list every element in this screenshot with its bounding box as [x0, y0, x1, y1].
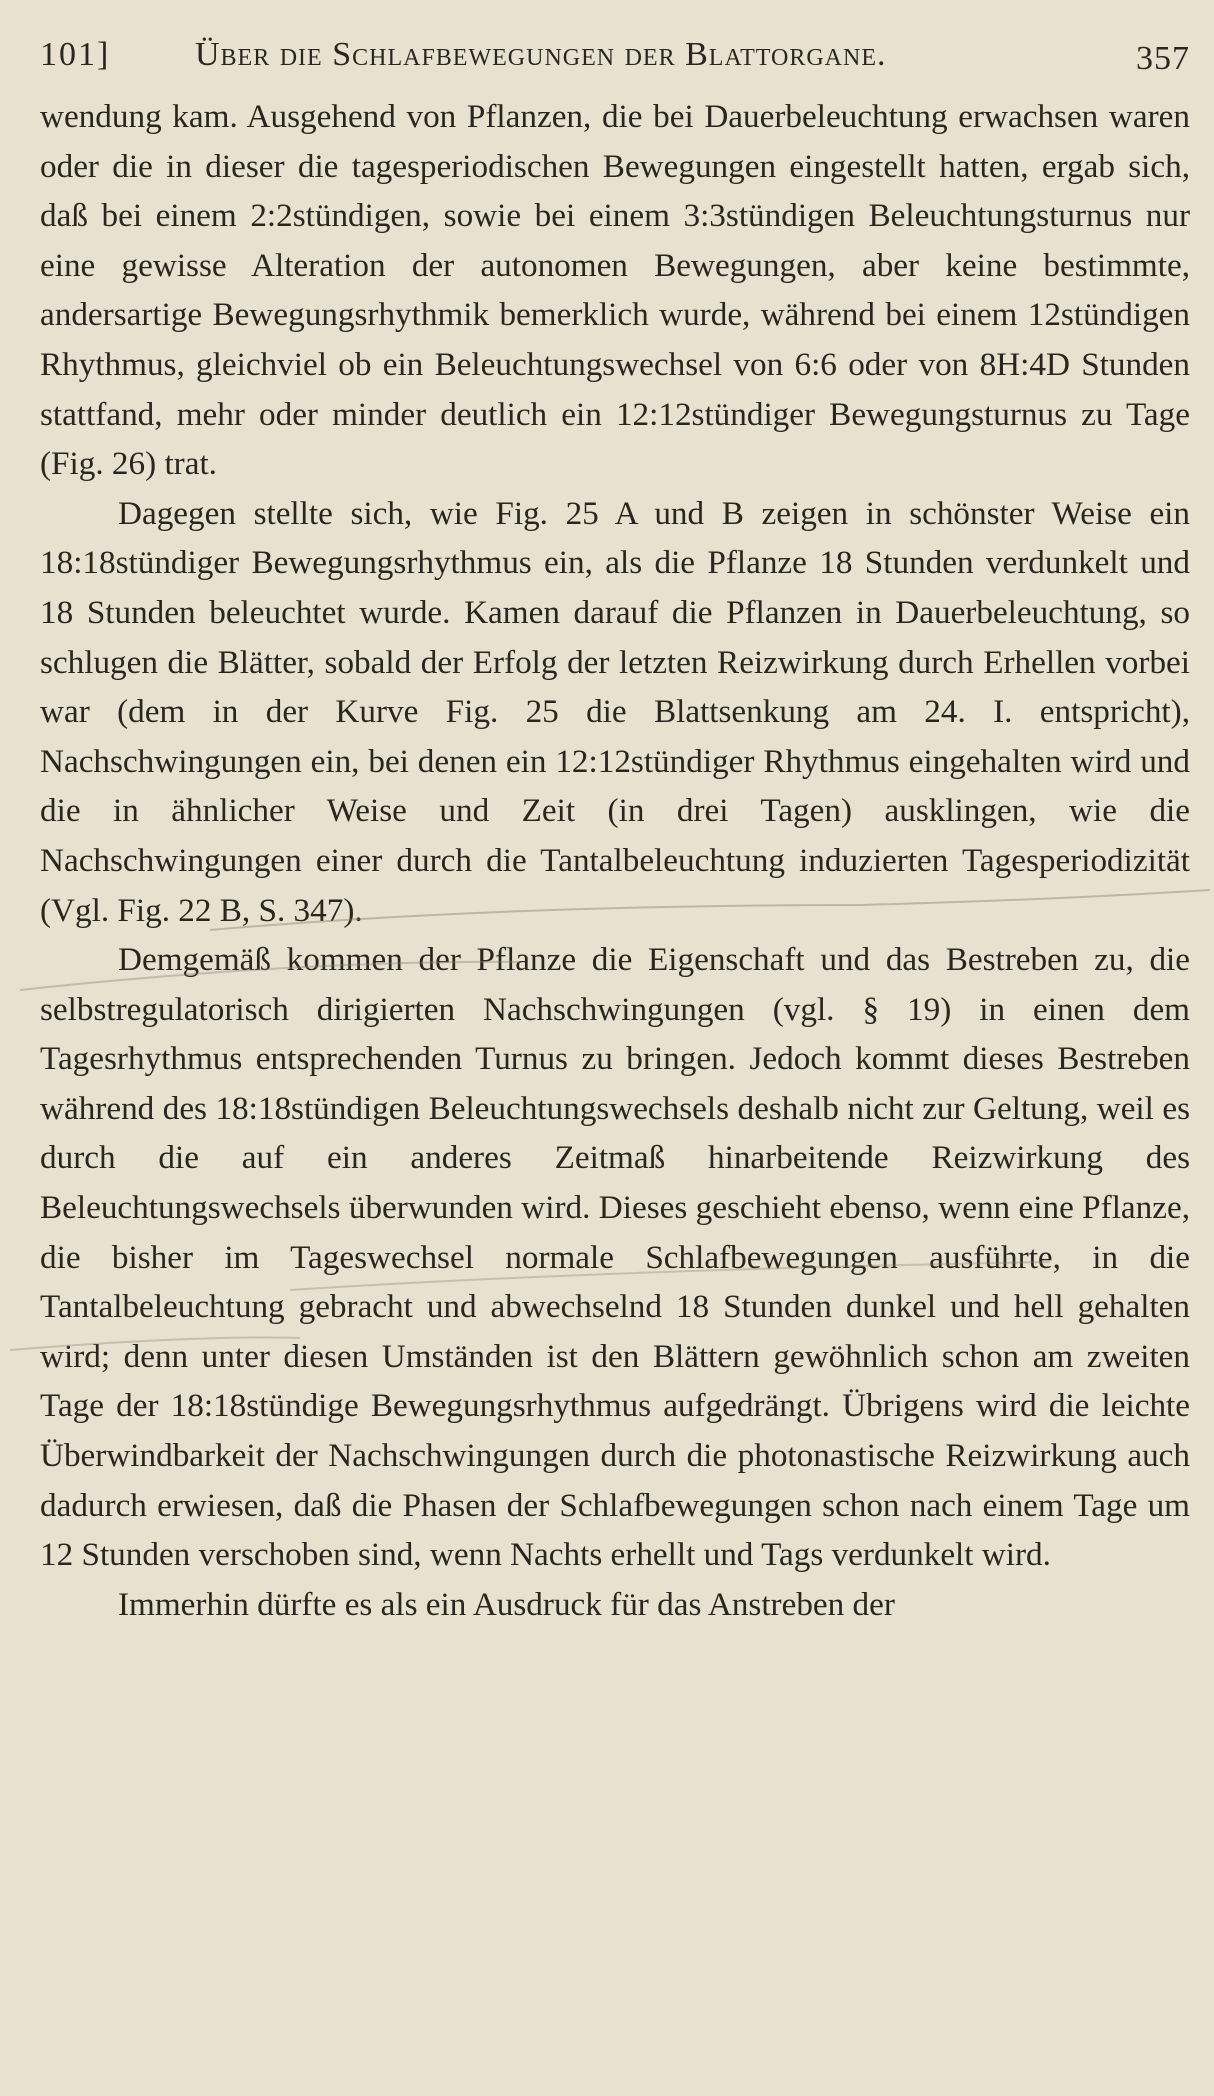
- paragraph: Demgemäß kommen der Pflanze die Eigenschaft und das Bestreben zu, die selbstregulatorisch dirigierten Nachschwingungen (vgl. § 19) in einen dem Tagesrhythmus entsprechenden Turnus zu bringen. Jedoch kommt dieses Bestreben während des 18:18stündigen Beleuchtungswechsels deshalb nicht zur Geltung, weil es durch die auf ein anderes Zeitmaß hinarbeitende Reizwirkung des Beleuchtungswechsels überwunden wird. Dieses geschieht ebenso, wenn eine Pflanze, die bisher im Tageswechsel normale Schlafbewegungen ausführte, in die Tantalbeleuchtung gebracht und abwechselnd 18 Stunden dunkel und hell gehalten wird; denn unter diesen Umständen ist den Blättern gewöhnlich schon am zweiten Tage der 18:18stündige Bewegungsrhythmus aufgedrängt. Übrigens wird die leichte Überwindbarkeit der Nachschwingungen durch die photonastische Reizwirkung auch dadurch erwiesen, daß die Phasen der Schlafbewegungen schon nach einem Tage um 12 Stunden verschoben sind, wenn Nachts erhellt und Tags verdunkelt wird.: [40, 941, 1190, 1574]
- page-number: 357: [1136, 40, 1190, 77]
- body-text: [40, 92, 1190, 1629]
- paragraph: Dagegen stellte sich, wie Fig. 25 A und B zeigen in schönster Weise ein 18:18stündiger Bewegungsrhythmus ein, als die Pflanze 18 Stunden verdunkelt und 18 Stunden beleuchtet wurde. Kamen darauf die Pflanzen in Dauerbeleuchtung, so schlugen die Blätter, sobald der Erfolg der letzten Reizwirkung durch Erhellen vorbei war (dem in der Kurve Fig. 25 die Blattsenkung am 24. I. entspricht), Nachschwingungen ein, bei denen ein 12:12stündiger Rhythmus eingehalten wird und die in ähnlicher Weise und Zeit (in drei Tagen) ausklingen, wie die Nachschwingungen einer durch die Tantalbeleuchtung induzierten Tagesperiodizität (Vgl. Fig. 22 B, S. 347).: [40, 494, 1190, 929]
- running-head: [40, 30, 1190, 84]
- paragraph: Immerhin dürfte es als ein Ausdruck für das Anstreben der: [118, 1585, 895, 1623]
- book-page: [40, 30, 1190, 2080]
- section-reference: 101]: [40, 36, 111, 73]
- paragraph-continuation: wendung kam. Ausgehend von Pflanzen, die bei Dauerbeleuchtung erwachsen waren oder die in dieser die tagesperiodischen Bewegungen eingestellt hatten, ergab sich, daß bei einem 2:2stündigen, sowie bei einem 3:3stündigen Beleuchtungsturnus nur eine gewisse Alteration der autonomen Bewegungen, aber keine bestimmte, andersartige Bewegungsrhythmik bemerklich wurde, während bei einem 12stündigen Rhythmus, gleichviel ob ein Beleuchtungswechsel von 6:6 oder von 8H:4D Stunden stattfand, mehr oder minder deutlich ein 12:12stündiger Bewegungsturnus zu Tage (Fig. 26) trat.: [40, 98, 1190, 483]
- running-title: Über die Schlafbewegungen der Blattorgane.: [195, 36, 887, 73]
